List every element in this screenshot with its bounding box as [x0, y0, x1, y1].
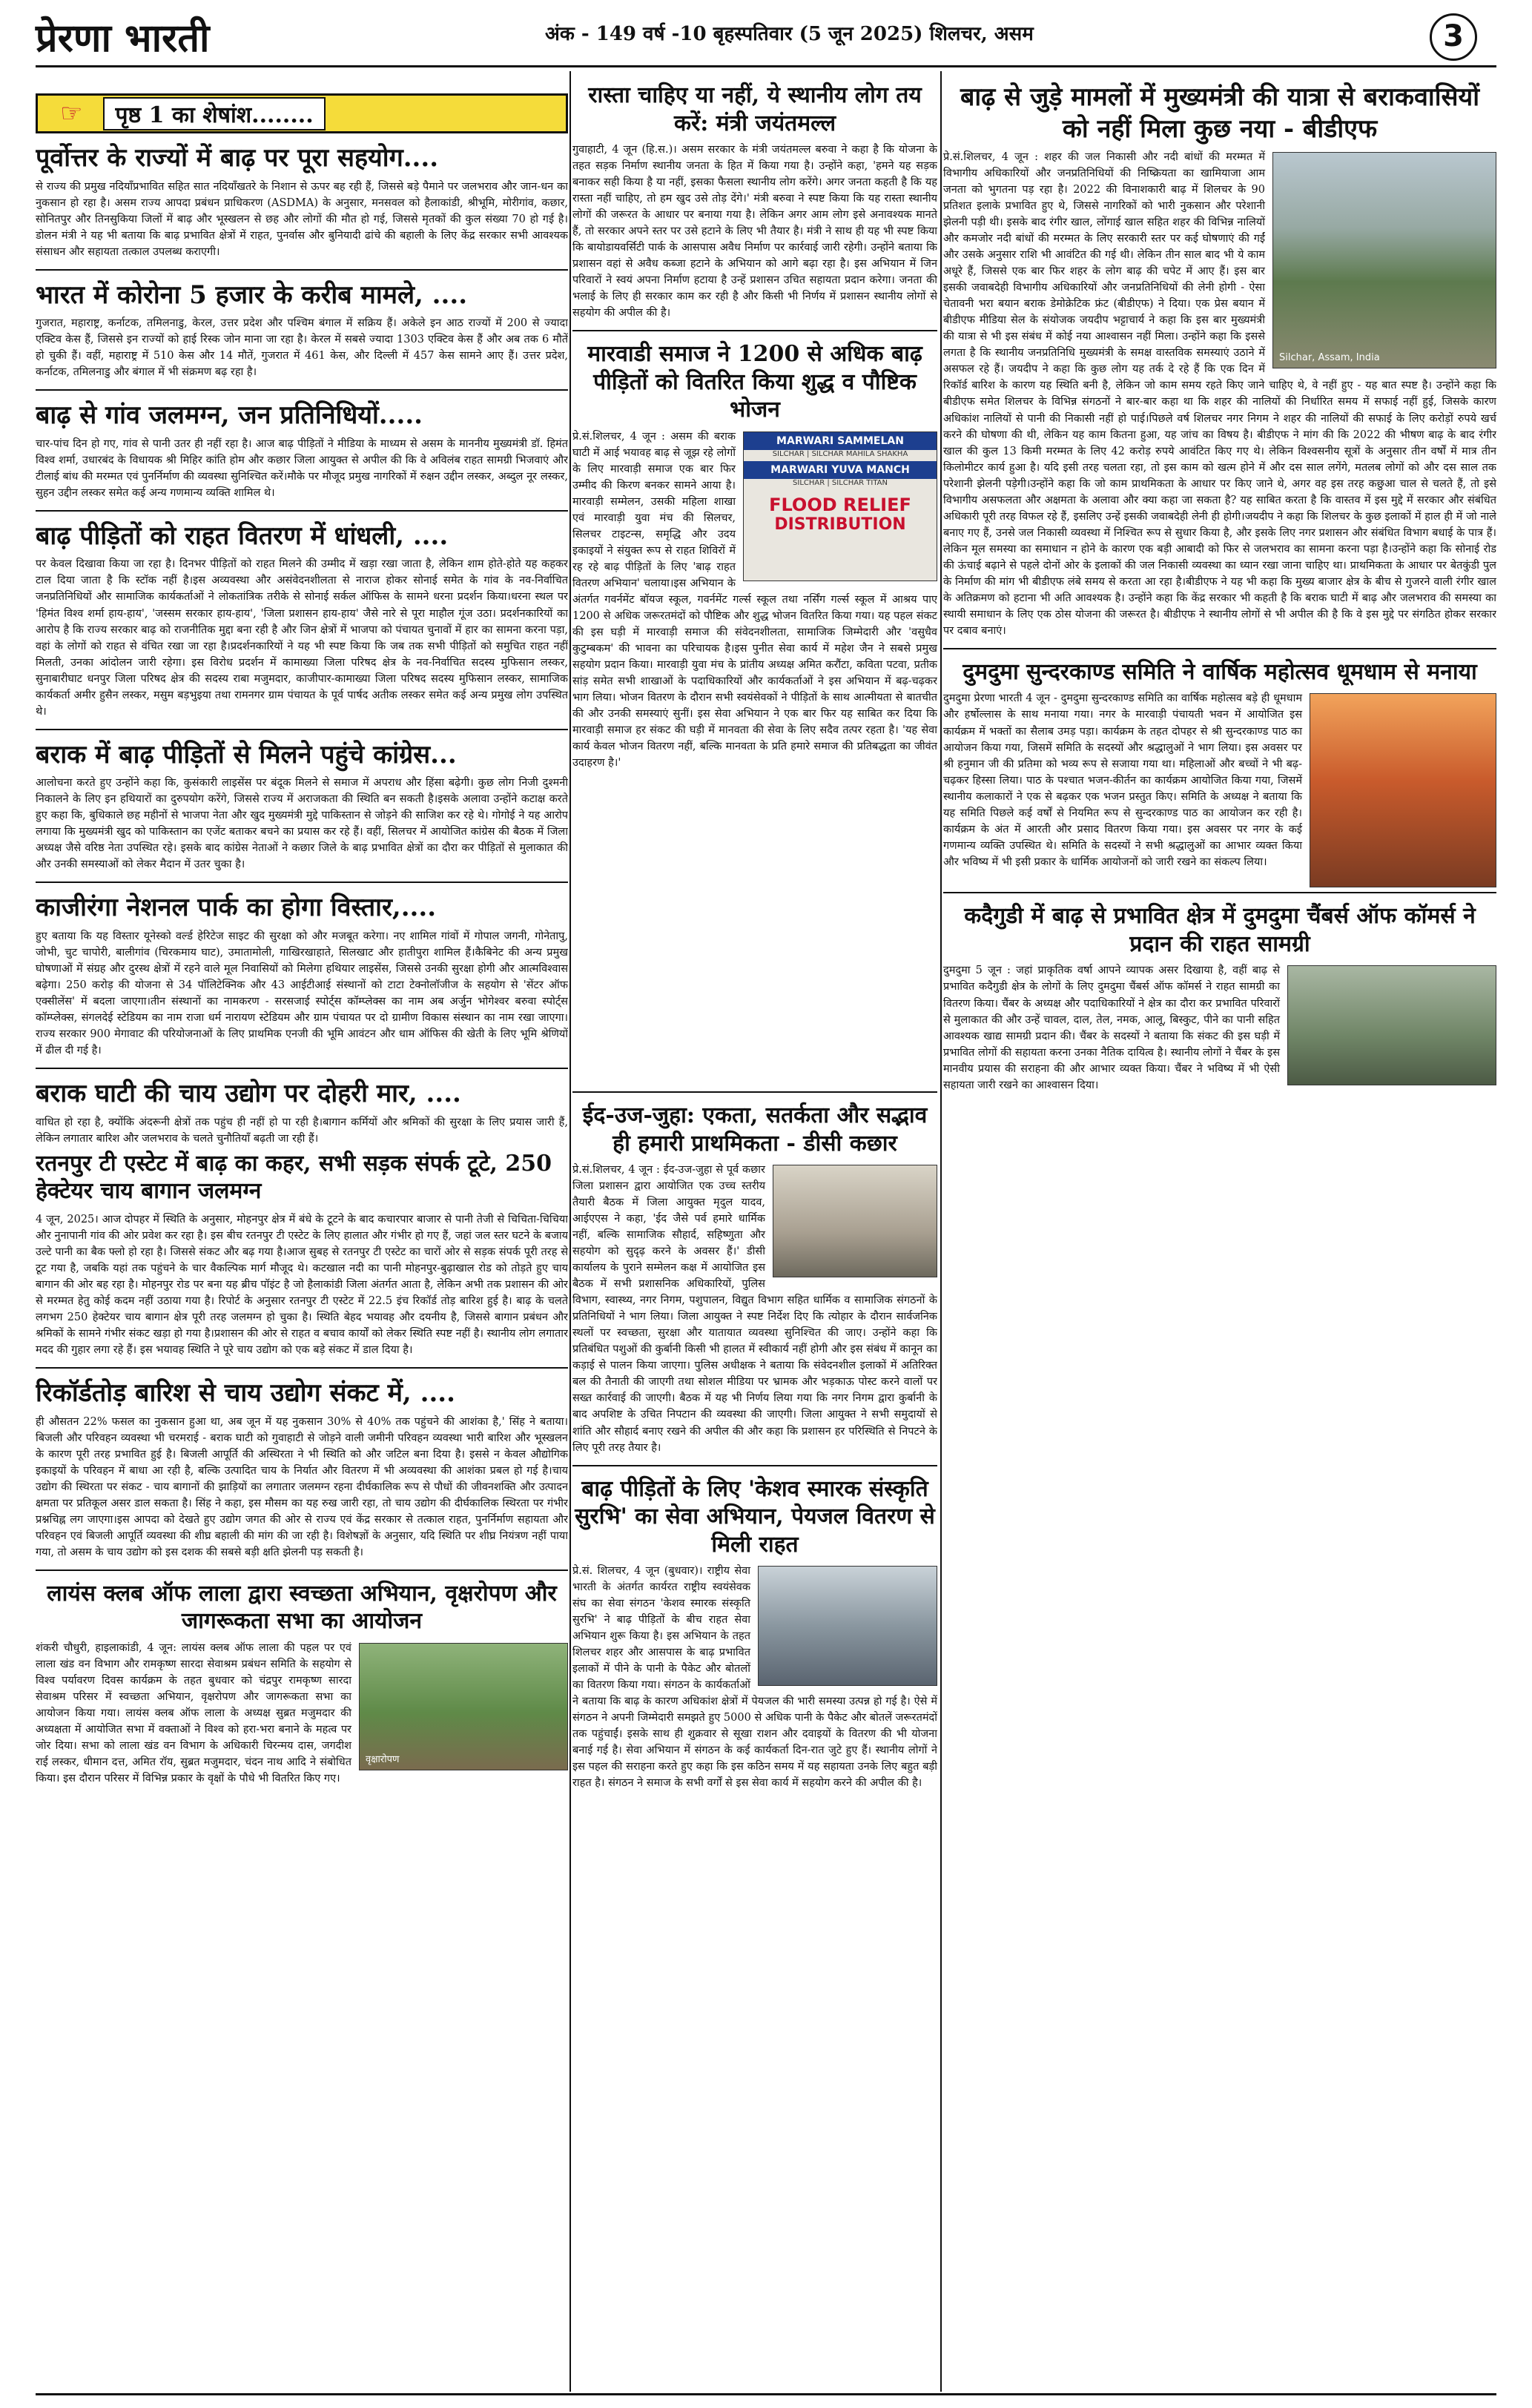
photo-caption: Silchar, Assam, India: [1279, 352, 1380, 363]
article-body: चार-पांच दिन हो गए, गांव से पानी उतर ही नहीं रहा है। आज बाढ़ पीड़ितों ने मीडिया के माध्यम से असम के माननीय मुख्यमंत्री डॉ. हिमंत विश्व शर्मा, उधारबंद के विधायक श्री मिहिर कांति होम और कछार जिला आयुक्त से अपील की कि वे अविलंब राहत सामग्री भिजवाएं और टीलाई बांध की मरम्मत एवं पुनर्निर्माण की व्यवस्था सुनिश्चित करें।मौके पर मौजूद प्रमुख नागरिकों में रुक्षन उद्दीन लस्कर, अब्दुल नूर लस्कर, सुहन उद्दीन लस्कर समेत कई अन्य गणमान्य व्यक्ति शामिल थे।: [36, 437, 568, 499]
continuation-banner: [36, 93, 568, 133]
water-distribution-photo: [758, 1566, 937, 1686]
flood-relief-banner-photo: [743, 431, 937, 581]
footer-rule: [36, 2393, 1496, 2395]
article-headline: मारवाडी समाज ने 1200 से अधिक बाढ़ पीड़ितों को वितरित किया शुद्ध व पौष्टिक भोजन: [587, 341, 922, 423]
dc-meeting-photo: [773, 1165, 937, 1277]
article-headline: बाढ़ पीड़ितों को राहत वितरण में धांधली, ....: [36, 520, 449, 551]
article-body: प्रे.सं.शिलचर, 4 जून : शहर की जल निकासी और नदी बांधों की मरम्मत में विभागीय अधिकारियों और जनप्रतिनिधियों की निष्क्रियता का खामियाजा आम जनता को भुगतना पड़ रहा है। 2022 की विनाशकारी बाढ़ में शिलचर के 90 प्रतिशत इलाके प्रभावित हुए थे, जिससे नागरिकों को भारी नुकसान और परेशानी झेलनी पड़ी थी। इसके बाद रंगीर खाल, लोंगाई खाल सहित शहर की विभिन्न नालियों और कमजोर नदी बांधों की मरम्मत के लिए सरकारी स्तर पर कई घोषणाएं की गईं और उसके अनुसार राशि भी आवंटित की गई थी। लेकिन तीन साल बाद भी ये काम अधूरे हैं, जिससे एक बार फिर शहर के लोग बाढ़ की चपेट में आए हैं। इस बार इसकी जवाबदेही विभागीय अधिकारियों और जनप्रतिनिधियों की लेनी होगी - ऐसा चेतावनी भरा बयान बराक डेमोक्रेटिक फ्रंट (बीडीएफ) ने दिया। एक प्रेस बयान में बीडीएफ मीडिया सेल के संयोजक जयदीप भट्टाचार्य ने कहा कि इस बार मुख्यमंत्री की यात्रा से भी इस संबंध में कोई नया आश्वासन नहीं मिला। उन्होंने कहा कि इससे लगता है कि स्थानीय जनप्रतिनिधि मुख्यमंत्री के समक्ष वास्तविक समस्याएं उठाने में असफल रहे हैं। जयदीप ने कहा कि कुछ लोग यह तर्क दे रहे हैं कि एक दिन में रिकॉर्ड बारिश के कारण यह स्थिति बनी है, लेकिन जो काम समय रहते किए जाने चाहिए थे, वे नहीं हुए - यह बात स्पष्ट है। उन्होंने कहा कि बीडीएफ समेत शिलचर के विभिन्न संगठनों ने बार-बार कहा था कि शहर की नालियों की निर्धारित समय में सफाई नहीं हुई, जिसके कारण अधिकांश नालियों से पानी की निकासी नहीं हो पाई।पिछले वर्ष शिलचर नगर निगम ने शहर की नालियों की सफाई के लिए करोड़ों रुपये खर्च करने की घोषणा की थी, लेकिन यह काम कितना हुआ, यह जांच का विषय है। बीडीएफ ने मांग की कि 2022 की भीषण बाढ़ के बाद रंगीर खाल की कुल 13 किमी मरम्मत के लिए 42 करोड़ रुपये आवंटित किए गए थे। लेकिन विश्वसनीय सूत्रों के अनुसार तीन वर्षों में मात्र तीन किलोमीटर कार्य हुआ है। यदि इसी तरह चलता रहा, तो इस काम को खत्म होने में और दस साल लगेंगे, मतलब लोगों को और दस साल तक परेशानी झेलनी पड़ेगी।उन्होंने कहा कि जो काम प्राथमिकता के आधार पर किए जाने थे, अगर वह इस तरह कछुआ चाल से चलते हैं, तो इसे विभागीय असफलता और अक्षमता के अलावा और क्या कहा जा सकता है? यह साबित करता है कि वास्तव में इस मुद्दे में सरकार और संबंधित अधिकारी पूरी तरह विफल रहे हैं, इसलिए उन्हें इसकी जवाबदेही लेनी ही होगी।जयदीप ने कहा कि शिलचर के कुछ इलाकों में हाल ही में जो नाले बनाए गए हैं, उनसे जल निकासी व्यवस्था में निश्चित रूप से सुधार किया है, और इसके लिए नगर प्रशासन और संबंधित विभाग बधाई के पात्र हैं। लेकिन मूल समस्या का समाधान न होने के कारण एक बड़ी आबादी को फिर से जलभराव का सामना करना पड़ा है।उन्होंने कहा कि सोनाई रोड की ऊंचाई बढ़ाने से पहले दोनों ओर के इलाकों की जल निकासी व्यवस्था का ध्यान रखा जाना चाहिए था। प्राथमिकता के आधार पर बेतकुंडी पुल के निर्माण की मांग भी बीडीएफ लंबे समय से करता आ रहा है।बीडीएफ ने यह भी कहा कि मुख्य बाजार क्षेत्र के बीच से गुजरने वाली रंगीर खाल के अतिक्रमण को हटाना भी अति आवश्यक है। उन्होंने कहा कि केंद्र सरकार भी कहती है कि बराक घाटी में बाढ़ और जलभराव की समस्या का स्थायी समाधान के लिए एक ठोस योजना की जरूरत है। बीडीएफ ने स्थानीय लोगों से भी अपील की है कि वे इस मुद्दे पर संगठित होकर सरकार पर दबाव बनाएं।: [943, 151, 1496, 637]
kadugudi-relief-photo: [1287, 965, 1496, 1085]
page-number: 3: [1430, 13, 1477, 61]
banner-line: MARWARI YUVA MANCH: [744, 461, 937, 479]
article-body: दुमदुमा प्रेरणा भारती 4 जून - दुमदुमा सुन्दरकाण्ड समिति का वार्षिक महोत्सव बड़े ही धूमधाम और हर्षोल्लास के साथ मनाया गया। नगर के मारवाड़ी पंचायती भवन में आयोजित इस कार्यक्रम में भक्तों का सैलाब उमड़ पड़ा। कार्यक्रम के तहत दोपहर से श्री सुन्दरकाण्ड पाठ का आयोजन किया गया, जिसमें समिति के सदस्यों और श्रद्धालुओं ने भाग लिया। इस अवसर पर श्री हनुमान जी की प्रतिमा को भव्य रूप से सजाया गया था। महिलाओं और बच्चों ने भी बढ़-चढ़कर हिस्सा लिया। पाठ के पश्चात भजन-कीर्तन का कार्यक्रम आयोजित किया गया, जिसमें स्थानीय कलाकारों ने एक से बढ़कर एक भजन प्रस्तुत किए। समिति के अध्यक्ष ने बताया कि यह समिति पिछले कई वर्षों से नियमित रूप से सुन्दरकाण्ड पाठ का आयोजन कर रही है। कार्यक्रम के अंत में आरती और प्रसाद वितरण किया गया। इस अवसर पर नगर के कई गणमान्य व्यक्ति उपस्थित थे। समिति के सदस्यों ने सभी श्रद्धालुओं का आभार व्यक्त किया और भविष्य में भी इसी प्रकार के धार्मिक आयोजनों को जारी रखने का संकल्प लिया।: [943, 692, 1302, 868]
divider: [36, 1367, 568, 1369]
divider: [943, 892, 1496, 893]
article-body: आलोचना करते हुए उन्होंने कहा कि, कुसंकारी लाइसेंस पर बंदूक मिलने से समाज में अपराध और हिंसा बढ़ेगी। कुछ लोग निजी दुश्मनी निकालने के लिए इन हथियारों का दुरुपयोग करेंगे, जिससे राज्य में अराजकता की स्थिति बन सकती है।इसके अलावा उन्होंने कटाक्ष करते हुए कहा कि, बुधिकाले छह महीनों से भाजपा नेता और खुद मुख्यमंत्री मुद्दे पाकिस्तान से जोड़ने की साजिश कर रहे थे। गोगोई ने यह आरोप लगाया कि मुख्यमंत्री खुद को पाकिस्तान का एजेंट बताकर बचने का प्रयास कर रहे हैं। वहीं, सिलचर में आयोजित कांग्रेस की बैठक में जिला अध्यक्ष जैसे वरिष्ठ नेता उपस्थित रहे। इसके बाद कांग्रेस नेताओं ने कछार जिले के बाढ़ प्रभावित क्षेत्रों का दौरा कर पीड़ितों से मुलाकात की और उनकी समस्याओं को लेकर मैदान में उतर चुका है।: [36, 777, 568, 871]
banner-line: MARWARI SAMMELAN: [744, 432, 937, 450]
banner-line: SILCHAR | SILCHAR MAHILA SHAKHA: [772, 449, 908, 458]
article-headline: रिकॉर्डतोड़ बारिश से चाय उद्योग संकट में, ....: [36, 1378, 455, 1408]
article-headline: बराक घाटी की चाय उद्योग पर दोहरी मार, ....: [36, 1079, 461, 1109]
article-body: पर केवल दिखावा किया जा रहा है। दिनभर पीड़ितों को राहत मिलने की उम्मीद में खड़ा रखा जाता है, लेकिन शाम होते-होते यह कहकर टाल दिया जाता है कि स्टॉक नहीं है।इस अव्यवस्था और असंवेदनशीलता से नाराज होकर सोनाई समेत के गांव के नव-निर्वाचित जनप्रतिनिधियों और सामाजिक कार्यकर्ताओं ने लोकतांत्रिक तरीके से सोनाई सर्कल ऑफिस के सामने धरना प्रदर्शन किया।धरना स्थल पर 'हिमंत विश्व शर्मा हाय-हाय', 'जस्सम सरकार हाय-हाय', 'जिला प्रशासन हाय-हाय' जैसे नारे से पूरा माहौल गूंज उठा। प्रदर्शनकारियों का आरोप है कि राज्य सरकार बाढ़ को राजनीतिक मुद्दा बना रही है और जिन क्षेत्रों में भाजपा को पंचायत चुनावों में हार का सामना करना पड़ा, वहां के लोगों को राहत से वंचित रखा जा रहा है।प्रदर्शनकारियों ने यह भी स्पष्ट किया कि जब तक सभी पीड़ितों को समुचित राहत नहीं मिलती, उनका आंदोलन जारी रहेगा। इस विरोध प्रदर्शन में कामाख्या जिला परिषद क्षेत्र के नव-निर्वाचित सदस्य मुफिसान लस्कर, सुनाबारीघाट धनपुर जिला परिषद क्षेत्र की सदस्य राबा मजुमदार, काजीपार-कामाख्या जिला परिषद सदस्य मुफिसान लस्कर, सामाजिक कार्यकर्ता अमीर हुसैन लस्कर, मसुम बड़भुइया तथा रामनगर ग्राम पंचायत के पूर्व पार्षद अतीक लस्कर समेत कई अन्य प्रमुख लोग उपस्थित थे।: [36, 558, 568, 718]
article-body: वाधित हो रहा है, क्योंकि अंदरूनी क्षेत्रों तक पहुंच ही नहीं हो पा रही है।बागान कर्मियों और श्रमिकों की सुरक्षा के लिए प्रयास जारी हैं, लेकिन लगातार बारिश और जलभराव के चलते चुनौतियाँ बढ़ती जा रही हैं।: [36, 1116, 568, 1145]
article-headline: दुमदुमा सुन्दरकाण्ड समिति ने वार्षिक महोत्सव धूमधाम से मनाया: [963, 658, 1477, 685]
lions-club-photo: [359, 1643, 568, 1770]
issue-info: अंक - 149 वर्ष -10 बृहस्पतिवार (5 जून 2025) शिलचर, असम: [545, 23, 1034, 45]
article-headline: रतनपुर टी एस्टेट में बाढ़ का कहर, सभी सड़क संपर्क टूटे, 250 हेक्टेयर चाय बागान जलमग्न: [36, 1150, 552, 1205]
article-headline: पूर्वोत्तर के राज्यों में बाढ़ पर पूरा सहयोग....: [36, 143, 439, 173]
flood-river-photo: [1272, 152, 1496, 368]
divider: [36, 1570, 568, 1571]
article-body: ही औसतन 22% फसल का नुकसान हुआ था, अब जून में यह नुकसान 30% से 40% तक पहुंचने की आशंका है,' सिंह ने बताया।बिजली और परिवहन व्यवस्था भी चरमराई - बराक घाटी को गुवाहाटी से जोड़ने वाली जमीनी परिवहन व्यवस्था भारी बारिश और भूस्खलन के कारण पूरी तरह प्रभावित हुई है। बिजली आपूर्ति की अस्थिरता ने भी स्थिति को और जटिल बना दिया है। इससे न केवल औद्योगिक इकाइयों के परिवहन में बाधा आ रही है, बल्कि उत्पादित चाय के निर्यात और वितरण में भी अव्यवस्था की आशंका प्रबल हो गई है।चाय उद्योग की स्थिरता पर संकट - चाय बागानों की झाड़ियों का लगातार जलमग्न रहना दीर्घकालिक रूप से पौधों की जीवनशक्ति और उत्पादन क्षमता पर प्रतिकूल असर डाल सकता है। सिंह ने कहा, इस मौसम का यह रुख जारी रहा, तो चाय उद्योग की दीर्घकालिक स्थिरता पर गंभीर प्रश्नचिह्न लग जाएगा।इस आपदा को देखते हुए उद्योग जगत की ओर से राज्य एवं केंद्र सरकार से तत्काल राहत, पुनर्निर्माण सहायता और परिवहन एवं बिजली आपूर्ति व्यवस्था की शीघ्र बहाली की मांग की जा रही है। विशेषज्ञों के अनुसार, यदि स्थिति पर शीघ्र नियंत्रण नहीं पाया गया, तो असम के चाय उद्योग को इस दशक की सबसे बड़ी क्षति झेलनी पड़ सकती है।: [36, 1415, 568, 1558]
article-body: गुजरात, महाराष्ट्र, कर्नाटक, तमिलनाडु, केरल, उत्तर प्रदेश और पश्चिम बंगाल में सक्रिय हैं। अकेले इन आठ राज्यों में 200 से ज्यादा एक्टिव केस हैं, जिससे इन राज्यों को हाई रिस्क जोन माना जा रहा है। केरल में सबसे ज्यादा 1303 एक्टिव केस हैं और अब तक 6 मौतें हो चुकी हैं। वहीं, महाराष्ट्र में 510 केस और 14 मौतें, गुजरात में 461 केस, और दिल्ली में 457 केस सामने आए हैं। उत्तर प्रदेश, कर्नाटक, तमिलनाडु और बंगाल में भी संक्रमण बढ़ रहा है।: [36, 317, 568, 379]
article-headline: बाढ़ से गांव जलमग्न, जन प्रतिनिधियों.....: [36, 400, 423, 431]
column-2-lower: [572, 1082, 937, 2392]
article-body: प्रे.सं. शिलचर, 4 जून (बुधवार)। राष्ट्रीय सेवा भारती के अंतर्गत कार्यरत राष्ट्रीय स्वयंसेवक संघ का सेवा संगठन 'केशव स्मारक संस्कृति सुरभि' ने बाढ़ पीड़ितों के बीच राहत सेवा अभियान शुरू किया है। इस अभियान के तहत शिलचर शहर और आसपास के बाढ़ प्रभावित इलाकों में पीने के पानी के पैकेट और बोतलों का वितरण किया गया। संगठन के कार्यकर्ताओं ने बताया कि बाढ़ के कारण अधिकांश क्षेत्रों में पेयजल की भारी समस्या उत्पन्न हो गई है। ऐसे में संगठन ने अपनी जिम्मेदारी समझते हुए 5000 से अधिक पानी के पैकेट और बोतलें जरूरतमंदों तक पहुंचाईं। इसके साथ ही शुक्रवार से सूखा राशन और दवाइयों के वितरण की भी योजना बनाई गई है। सेवा अभियान में संगठन के कई कार्यकर्ता दिन-रात जुटे हुए हैं। स्थानीय लोगों ने इस पहल की सराहना करते हुए कहा कि इस कठिन समय में यह सहायता उनके लिए बहुत बड़ी राहत है। संगठन ने समाज के सभी वर्गों से इस सेवा कार्य में सहयोग करने की अपील की है।: [572, 1565, 937, 1790]
article-headline: बराक में बाढ़ पीड़ितों से मिलने पहुंचे कांग्रेस...: [36, 739, 457, 770]
divider: [36, 269, 568, 271]
banner-line: DISTRIBUTION: [774, 515, 906, 534]
article-body: दुमदुमा 5 जून : जहां प्राकृतिक वर्षा आपने व्यापक असर दिखाया है, वहीं बाढ़ से प्रभावित कदैगुडी क्षेत्र के लोगों के लिए दुमदुमा चैंबर्स ऑफ कॉमर्स ने राहत सामग्री का वितरण किया। चैंबर के अध्यक्ष और पदाधिकारियों ने क्षेत्र का दौरा कर प्रभावित परिवारों से मुलाकात की और उन्हें चावल, दाल, तेल, नमक, आलू, बिस्कुट, पीने का पानी सहित आवश्यक खाद्य सामग्री प्रदान की। चैंबर के सदस्यों ने बताया कि संकट की इस घड़ी में प्रभावित लोगों की सहायता करना उनका नैतिक दायित्व है। स्थानीय लोगों ने चैंबर के इस मानवीय प्रयास की सराहना की और आभार व्यक्त किया। चैंबर ने भविष्य में भी ऐसी सहायता जारी रखने का आश्वासन दिया।: [943, 965, 1280, 1091]
divider: [943, 648, 1496, 649]
banner-line: SILCHAR | SILCHAR TITAN: [793, 478, 888, 487]
divider: [36, 729, 568, 730]
photo-caption: वृक्षारोपण: [366, 1753, 400, 1765]
divider: [572, 1465, 937, 1466]
article-body: प्रे.सं.शिलचर, 4 जून : असम की बराक घाटी में आई भयावह बाढ़ से जूझ रहे लोगों के लिए मारवाड़ी समाज एक बार फिर उम्मीद की किरण बनकर सामने आया है। मारवाड़ी सम्मेलन, उसकी महिला शाखा एवं मारवाड़ी युवा मंच की सिलचर, सिलचर टाइटन्स, समृद्धि और उदय इकाइयों ने संयुक्त रूप से राहत शिविरों में रह रहे बाढ़ पीड़ितों के लिए 'बाढ़ राहत वितरण अभियान' चलाया।इस अभियान के अंतर्गत गवर्नमेंट बॉयज स्कूल, गवर्नमेंट गर्ल्स स्कूल तथा नर्सिंग गर्ल्स स्कूल में आश्रय पाए 1200 से अधिक जरूरतमंदों को पौष्टिक और शुद्ध भोजन वितरित किया गया। यह पहल संकट की इस घड़ी में मारवाड़ी समाज की संवेदनशीलता, सामाजिक जिम्मेदारी और 'वसुधैव कुटुम्बकम' की भावना का परिचायक है।इस पुनीत सेवा कार्य में महेश जैन ने सबसे प्रमुख सहयोग प्रदान किया। मारवाड़ी युवा मंच के प्रांतीय अध्यक्ष अमित करौंटा, कविता पटवा, प्रतीक सांड़ समेत सभी शाखाओं के पदाधिकारियों और कार्यकर्ताओं ने इस अभियान में बढ़-चढ़कर भाग लिया। भोजन वितरण के दौरान सभी स्वयंसेवकों ने पीड़ितों के साथ आत्मीयता से बातचीत की और उनकी समस्याएं सुनीं। इस सेवा अभियान ने एक बार फिर यह साबित कर दिया कि मारवाड़ी समाज हर संकट की घड़ी में मानवता की सेवा के लिए सदैव तत्पर रहता है। 'यह सेवा कार्य केवल भोजन वितरण नहीं, बल्कि मानवता के प्रति हमारे समाज की प्रतिबद्धता का जीवंत उदाहरण है।': [572, 430, 937, 770]
header-rule: [36, 65, 1496, 67]
column-divider: [940, 71, 942, 2392]
divider: [36, 882, 568, 883]
article-body: 4 जून, 2025। आज दोपहर में स्थिति के अनुसार, मोहनपुर क्षेत्र में बंधे के टूटने के बाद कचारपार बाजार से पानी तेजी से चिचिता-चिचिया और नुनापानी गांव की ओर प्रवेश कर रहा है। इस बीच रतनपुर टी एस्टेट के लिए हालात और गंभीर हो गए हैं, जहां जल स्तर घटने के बजाय उल्टे पानी का बैक फ्लो हो रहा है। जिससे संकट और बढ़ गया है।आज सुबह से रतनपुर टी एस्टेट का चारों ओर से सड़क संपर्क पूरी तरह से टूट गया है, जबकि यहां तक पहुंचने के चार वैकल्पिक मार्ग मौजूद थे। कटखाल नदी का पानी मोहनपुर-बुढ़ाखाल रोड को तोड़ते हुए चाय बागान की ओर बह रहा है। मोहनपुर रोड पर बना यह ब्रीच पॉइंट है जो हैलाकांडी जिला अंतर्गत आता है, लेकिन अभी तक प्रशासन की ओर से मरम्मत हेतु कोई कदम नहीं उठाया गया है। रिपोर्ट के अनुसार रतनपुर टी एस्टेट में 22.5 इंच रिकॉर्ड तोड़ बारिश हुई है। बाढ़ के चलते लगभग 250 हेक्टेयर चाय बागान क्षेत्र पूरी तरह जलमग्न हो चुका है। स्थिति बेहद भयावह और दयनीय है, जिससे बागान प्रबंधन और श्रमिकों के सामने गंभीर संकट खड़ा हो गया है।प्रशासन की ओर से राहत व बचाव कार्यों को लेकर स्थिति स्पष्ट नहीं है। स्थानीय लोग लगातार मदद की गुहार लगा रहे हैं। इस भयावह स्थिति ने पूरे चाय उद्योग को एक बड़े संकट में डाल दिया है।: [36, 1213, 568, 1356]
divider: [36, 389, 568, 391]
column-1: [36, 71, 568, 2392]
article-headline: ईद-उज-जुहा: एकता, सतर्कता और सद्भाव ही हमारी प्राथमिकता - डीसी कछार: [582, 1102, 928, 1157]
article-headline: लायंस क्लब ऑफ लाला द्वारा स्वच्छता अभियान, वृक्षरोपण और जागरूकता सभा का आयोजन: [47, 1580, 557, 1635]
banner-label: पृष्ठ 1 का शेषांश........: [103, 97, 325, 130]
article-body: से राज्य की प्रमुख नदियाँप्रभावित सहित सात नदियाँखतरे के निशान से ऊपर बह रही हैं, जिससे बड़े पैमाने पर जलभराव और जान-धन का नुकसान हो रहा है। असम राज्य आपदा प्रबंधन प्राधिकरण (ASDMA) के अनुसार, मनसवल को हैलाकांडी, श्रीभूमि, मोरीगांव, कछार, सोनितपुर और तिनसुकिया जिलों में बाढ़ और भूस्खलन से छह और लोगों की मौत हो गई, जिससे मृतकों की कुल संख्या 70 हो गई है। डोलन मंत्री ने यह भी बताया कि बाढ़ प्रभावित क्षेत्रों में राहत, पुनर्वास और बुनियादी ढांचे की बहाली के लिए केंद्र सरकार सभी आवश्यक संसाधन और सहायता तत्काल उपलब्ध कराएगी।: [36, 180, 568, 258]
pointing-hand-icon: ☞: [60, 99, 83, 128]
newspaper-masthead: प्रेरणा भारती: [36, 16, 210, 61]
article-headline: काजीरंगा नेशनल पार्क का होगा विस्तार,....: [36, 893, 437, 923]
article-headline: रास्ता चाहिए या नहीं, ये स्थानीय लोग तय करें: मंत्री जयंतमल्ल: [588, 82, 922, 136]
divider: [36, 1068, 568, 1069]
article-headline: कदैगुडी में बाढ़ से प्रभावित क्षेत्र में दुमदुमा चैंबर्स ऑफ कॉमर्स ने प्रदान की राहत सामग्री: [964, 903, 1476, 957]
article-body: शंकरी चौधुरी, हाइलाकांडी, 4 जून: लायंस क्लब ऑफ लाला की पहल पर एवं लाला खंड वन विभाग और रामकृष्ण सारदा सेवाश्रम प्रबंधन समिति के सहयोग से विश्व पर्यावरण दिवस कार्यक्रम के तहत बुधवार को चंद्रपुर रामकृष्ण सारदा सेवाश्रम परिसर में स्वच्छता अभियान, वृक्षरोपण और जागरूकता सभा का आयोजन किया गया। लायंस क्लब ऑफ लाला के अध्यक्ष सुब्रत मजुमदार की अध्यक्षता में आयोजित सभा में वक्ताओं ने विश्व को हरा-भरा बनाने के महत्व पर जोर दिया। सभा को लाला खंड वन विभाग के अधिकारी चिरन्मय दास, जगदीश राई लस्कर, धीमान दत्त, अमित रॉय, सुब्रत मजुमदार, चंदन नाथ आदि ने संबोधित किया। इस दौरान परिसर में विभिन्न प्रकार के वृक्षों के पौधे भी वितरित किए गए।: [36, 1641, 351, 1785]
article-headline: बाढ़ पीड़ितों के लिए 'केशव स्मारक संस्कृति सुरभि' का सेवा अभियान, पेयजल वितरण से मिली राहत: [575, 1475, 935, 1558]
divider: [572, 1091, 937, 1093]
article-body: हुए बताया कि यह विस्तार यूनेस्को वर्ल्ड हेरिटेज साइट की सुरक्षा को और मजबूत करेगा। नए शामिल गांवों में गोपाल जगनी, गोनेतापु, जोभी, चुट चापोरी, बालीगांव (चिरकमाय घाट), उमातामोली, गाखिरखाहाते, सिलखाट और हातीपुरा शामिल हैं।कैबिनेट की अन्य प्रमुख घोषणाओं में संग्रह और दुरस्थ क्षेत्रों में रहने वाले मूल निवासियों को मिलेगा हथियार लाइसेंस, जिससे उनकी सुरक्षा होगी और आत्मविश्वास बढ़ेगा। 250 करोड़ की योजना से 34 पॉलिटेक्निक और 43 आईटीआई संस्थानों को टाटा टेक्नोलॉजीज के सहयोग से 'सेंटर ऑफ एक्सीलेंस' में बदला जाएगा।तीन संस्थानों का नामकरण - सरसजाई स्पोर्ट्स कॉम्प्लेक्स का नाम अब अर्जुन भोगेश्वर बरुवा स्पोर्ट्स कॉम्प्लेक्स, संगलदेई स्टेडियम का नाम राजा धर्म नारायण स्टेडियम और ग्राम पंचायत पर दो ग्रामीण विकास संस्थान का नाम रखा जाएगा। राज्य सरकार 900 मेगावाट की परियोजनाओं के लिए प्राथमिक एनजी की भूमि आवंटन और धाम ऑफिस की खेती के लिए भूमि श्रेणियों में ढील दी गई है।: [36, 930, 568, 1057]
dumduma-festival-photo: [1310, 693, 1496, 887]
article-headline: बाढ़ से जुड़े मामलों में मुख्यमंत्री की यात्रा से बराकवासियों को नहीं मिला कुछ नया - बीडीएफ: [960, 82, 1480, 144]
column-divider: [569, 71, 571, 2392]
divider: [36, 510, 568, 512]
article-body: प्रे.सं.शिलचर, 4 जून : ईद-उज-जुहा से पूर्व कछार जिला प्रशासन द्वारा आयोजित एक उच्च स्तरीय तैयारी बैठक में जिला आयुक्त मृदुल यादव, आईएएस ने कहा, 'ईद जैसे पर्व हमारे धार्मिक नहीं, बल्कि सामाजिक सौहार्द, सहिष्णुता और सहयोग को सुदृढ़ करने के अवसर हैं।' डीसी कार्यालय के पुराने सम्मेलन कक्ष में आयोजित इस बैठक में सभी प्रशासनिक अधिकारियों, पुलिस विभाग, स्वास्थ्य, नगर निगम, पशुपालन, विद्युत विभाग सहित धार्मिक व सामाजिक संगठनों के प्रतिनिधियों ने भाग लिया। जिला आयुक्त ने स्पष्ट निर्देश दिए कि त्योहार के दौरान सार्वजनिक स्थलों पर स्वच्छता, सुरक्षा और यातायात व्यवस्था सुनिश्चित की जाए। उन्होंने कहा कि प्रतिबंधित पशुओं की कुर्बानी किसी भी हालत में स्वीकार्य नहीं होगी और इस संबंध में कानून का कड़ाई से पालन किया जाएगा। पुलिस अधीक्षक ने बताया कि संवेदनशील इलाकों में अतिरिक्त बल की तैनाती की जाएगी तथा सोशल मीडिया पर भ्रामक और भड़काऊ पोस्ट करने वालों पर सख्त कार्रवाई की जाएगी। बैठक में यह भी निर्णय लिया गया कि नगर निगम द्वारा कुर्बानी के बाद अपशिष्ट के उचित निपटान की व्यवस्था की जाएगी। जिला आयुक्त ने सभी समुदायों से शांति और सौहार्द बनाए रखने की अपील की और कहा कि प्रशासन हर परिस्थिति से निपटने के लिए पूरी तरह तैयार है।: [572, 1164, 937, 1454]
banner-line: FLOOD RELIEF: [769, 494, 911, 515]
article-headline: भारत में कोरोना 5 हजार के करीब मामले, ....: [36, 280, 468, 310]
column-3: [943, 71, 1496, 2392]
article-body: गुवाहाटी, 4 जून (हि.स.)। असम सरकार के मंत्री जयंतमल्ल बरुवा ने कहा है कि योजना के तहत सड़क निर्माण स्थानीय जनता के हित में किया गया है। उन्होंने कहा, 'हमने यह सड़क बनाकर सही किया है या नहीं, इसका फैसला स्थानीय लोग करेंगे। अगर जनता कहती है कि यह रास्ता नहीं चाहिए, तो हम खुद उसे तोड़ देंगे।' मंत्री बरुवा ने स्पष्ट किया कि यह रास्ता स्थानीय लोगों की जरूरत के आधार पर बनाया गया है। लेकिन अगर आम लोग इसे अनावश्यक मानते हैं, तो सरकार अपने स्तर पर उसे हटाने के लिए भी तैयार है। मंत्री ने साथ ही यह भी स्पष्ट किया कि बायोडायवर्सिटी पार्क के आसपास अवैध निर्माण पर कार्रवाई जारी रहेगी। उन्होंने बताया कि प्रशासन वहां से अवैध कब्जा हटाने के अभियान को आगे बढ़ा रहा है। इस अभियान में जिन परिवारों ने स्वयं अपना निर्माण हटाया है उन्हें प्रशासन उचित सहायता प्रदान करेगा। जनता की भलाई के लिए ही सरकार काम कर रही है और किसी भी निर्णय में प्रशासन स्थानीय लोगों से सहयोग की अपील की है।: [572, 144, 937, 320]
divider: [572, 330, 937, 331]
